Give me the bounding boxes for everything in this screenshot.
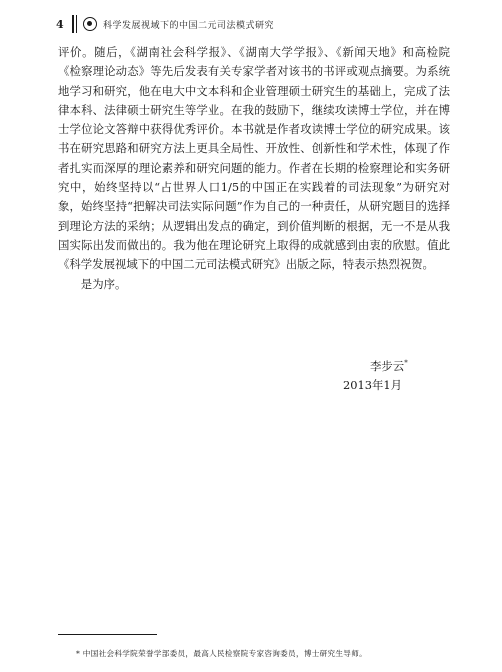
header-rule-bars	[72, 15, 77, 33]
closing-line: 是为序。	[80, 276, 127, 291]
body-text	[58, 43, 450, 294]
publisher-logo-icon	[83, 17, 97, 31]
footnote-marker: *	[404, 359, 408, 368]
main-paragraph: 评价。随后，《湖南社会科学报》、《湖南大学学报》、《新闻天地》和高检院《检察理论动态》等先后发表有关专家学者对该书的书评或观点摘要。为系统地学习和研究，他在电大中文本科和企业管理硕士研究生的基础上，完成了法律本科、法律硕士研究生等学业。在我的鼓励下，继续攻读博士学位，并在博士学位论文答辩中获得优秀评价。本书就是作者攻读博士学位的研究成果。该书在研究思路和研究方法上更具全局性、开放性、创新性和学术性，体现了作者扎实而深厚的理论素养和研究问题的能力。作者在长期的检察理论和实务研究中，始终坚持以“占世界人口1/5的中国正在实践着的司法现象”为研究对象，始终坚持“把解决司法实际问题”作为自己的一种责任，从研究题目的选择到理论方法的采纳；从逻辑出发点的确定，到价值判断的根据，无一不是从我国实际出发而做出的。我为他在理论研究上取得的成就感到由衷的欣慰。值此《科学发展视域下的中国二元司法模式研究》出版之际，特表示热烈祝贺。	[58, 45, 450, 272]
signature-date: 2013年1月	[343, 378, 403, 392]
signature-name	[370, 358, 408, 374]
footnote: * 中国社会科学院荣誉学部委员，最高人民检察院专家咨询委员，博士研究生导师。	[76, 649, 367, 658]
footnote-divider	[58, 634, 157, 635]
running-title: 科学发展视域下的中国二元司法模式研究	[103, 20, 275, 31]
author-name: 李步云	[370, 359, 405, 373]
page-number: 4	[56, 17, 64, 31]
running-header	[56, 14, 274, 34]
